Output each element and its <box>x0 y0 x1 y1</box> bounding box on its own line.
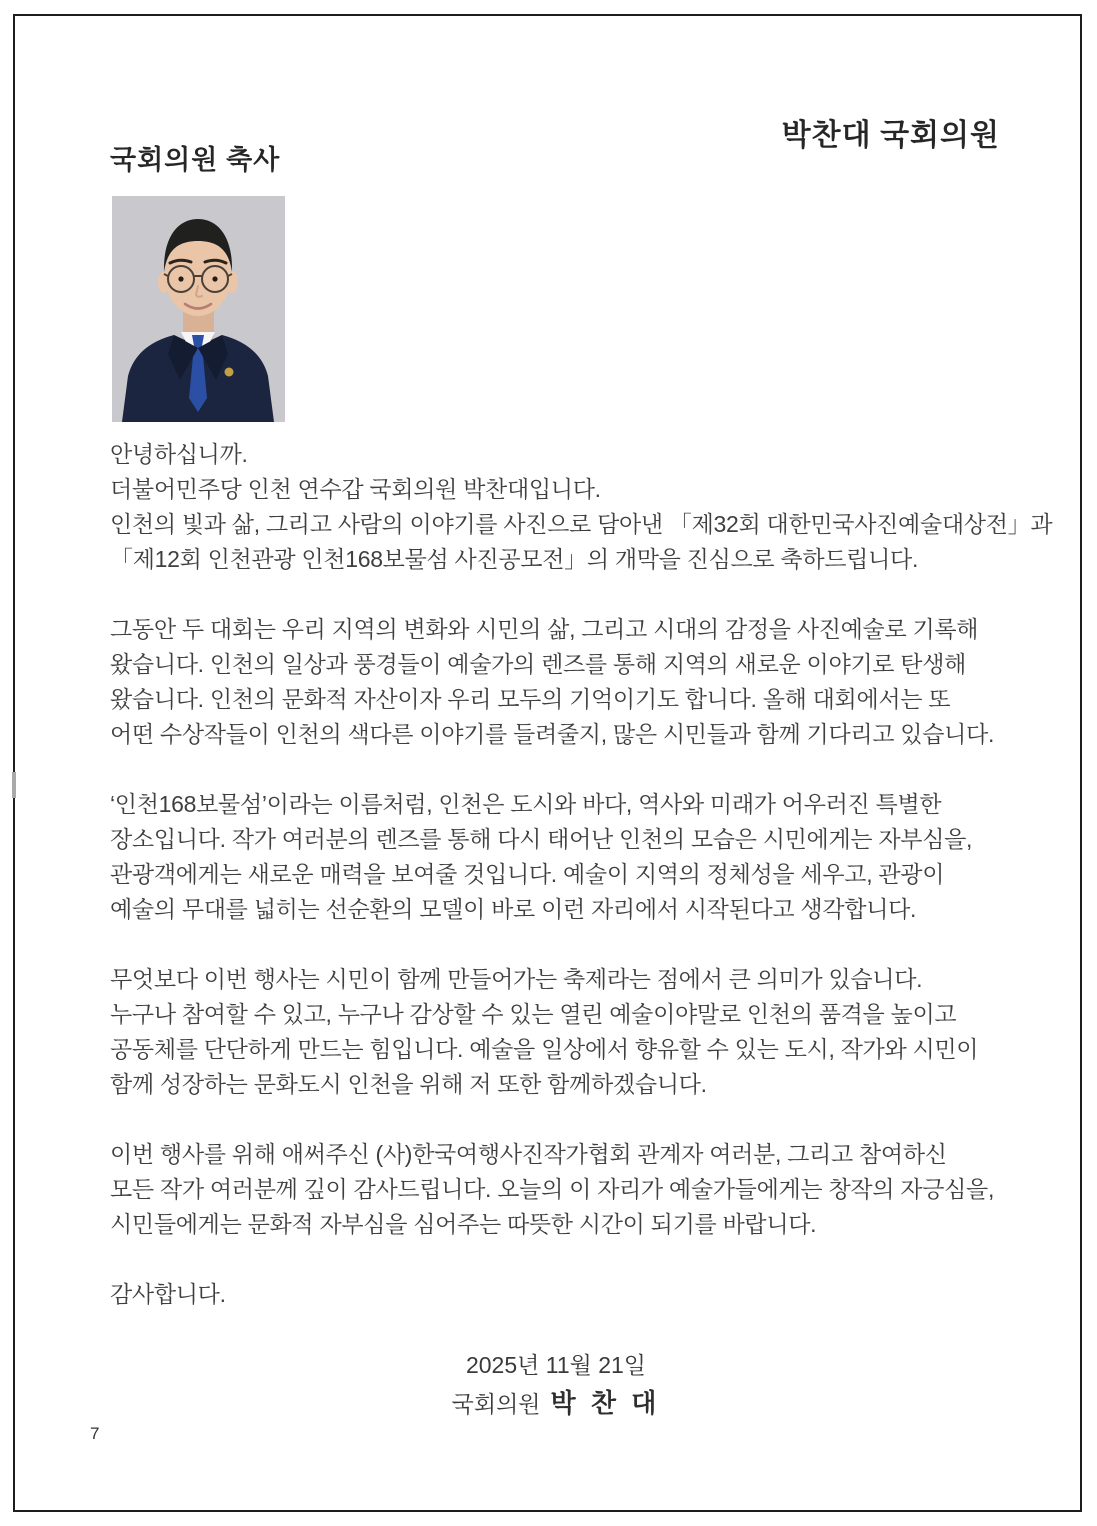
body-line: 그동안 두 대회는 우리 지역의 변화와 시민의 삶, 그리고 시대의 감정을 사진예술로 기록해 <box>110 616 979 642</box>
page-number: 7 <box>90 1424 100 1443</box>
page-title: 국회의원 축사 <box>110 145 281 175</box>
body-line: 시민들에게는 문화적 자부심을 심어주는 따뜻한 시간이 되기를 바랍니다. <box>110 1211 817 1237</box>
body-line: 무엇보다 이번 행사는 시민이 함께 만들어가는 축제라는 점에서 큰 의미가 있습니다. <box>110 966 923 992</box>
body-line: 감사합니다. <box>110 1281 226 1307</box>
body-line: 어떤 수상작들이 인천의 색다른 이야기를 들려줄지, 많은 시민들과 함께 기다리고 있습니다. <box>110 721 995 747</box>
body-line: 더불어민주당 인천 연수갑 국회의원 박찬대입니다. <box>110 476 601 502</box>
body-line: 이번 행사를 위해 애써주신 (사)한국여행사진작가협회 관계자 여러분, 그리고 참여하신 <box>110 1141 947 1167</box>
body-line: 왔습니다. 인천의 문화적 자산이자 우리 모두의 기억이기도 합니다. 올해 대회에서는 또 <box>110 686 951 712</box>
body-line: 「제12회 인천관광 인천168보물섬 사진공모전」의 개막을 진심으로 축하드립니다. <box>110 546 919 572</box>
portrait-illustration <box>112 196 285 422</box>
body-line: 인천의 빛과 삶, 그리고 사람의 이야기를 사진으로 담아낸 「제32회 대한민국사진예술대상전」과 <box>110 511 1053 537</box>
scan-artifact-mark <box>12 772 16 798</box>
body-line: 모든 작가 여러분께 깊이 감사드립니다. 오늘의 이 자리가 예술가들에게는 창작의 자긍심을, <box>110 1176 995 1202</box>
body-line: 장소입니다. 작가 여러분의 렌즈를 통해 다시 태어난 인천의 모습은 시민에게는 자부심을, <box>110 826 973 852</box>
portrait-photo <box>112 196 285 422</box>
signature-name: 박 찬 대 <box>550 1388 661 1418</box>
paragraph <box>110 962 1002 1102</box>
paragraph <box>110 1137 1002 1242</box>
body-line: 함께 성장하는 문화도시 인천을 위해 저 또한 함께하겠습니다. <box>110 1071 707 1097</box>
letter-body <box>110 437 1053 1347</box>
body-line: 누구나 참여할 수 있고, 누구나 감상할 수 있는 열린 예술이야말로 인천의 품격을 높이고 <box>110 1001 957 1027</box>
signature-line <box>110 1384 1002 1423</box>
body-line: 왔습니다. 인천의 일상과 풍경들이 예술가의 렌즈를 통해 지역의 새로운 이야기로 탄생해 <box>110 651 967 677</box>
paragraph <box>110 787 1002 927</box>
body-line: 공동체를 단단하게 만드는 힘입니다. 예술을 일상에서 향유할 수 있는 도시, 작가와 시민이 <box>110 1036 979 1062</box>
body-line: 예술의 무대를 넓히는 선순환의 모델이 바로 이런 자리에서 시작된다고 생각합니다. <box>110 896 917 922</box>
paragraph <box>110 437 1053 577</box>
paragraph <box>110 1277 1002 1312</box>
body-line: ‘인천168보물섬’이라는 이름처럼, 인천은 도시와 바다, 역사와 미래가 어우러진 특별한 <box>110 791 942 817</box>
body-line: 관광객에게는 새로운 매력을 보여줄 것입니다. 예술이 지역의 정체성을 세우고, 관광이 <box>110 861 945 887</box>
closing-date: 2025년 11월 21일 <box>465 1352 647 1378</box>
signature-title: 국회의원 <box>451 1391 541 1417</box>
body-line: 안녕하십니까. <box>110 441 248 467</box>
lapel-pin-icon <box>225 368 234 377</box>
header-member-name: 박찬대 국회의원 <box>781 119 1000 152</box>
paragraph <box>110 612 1002 752</box>
closing-block <box>110 1346 1002 1423</box>
